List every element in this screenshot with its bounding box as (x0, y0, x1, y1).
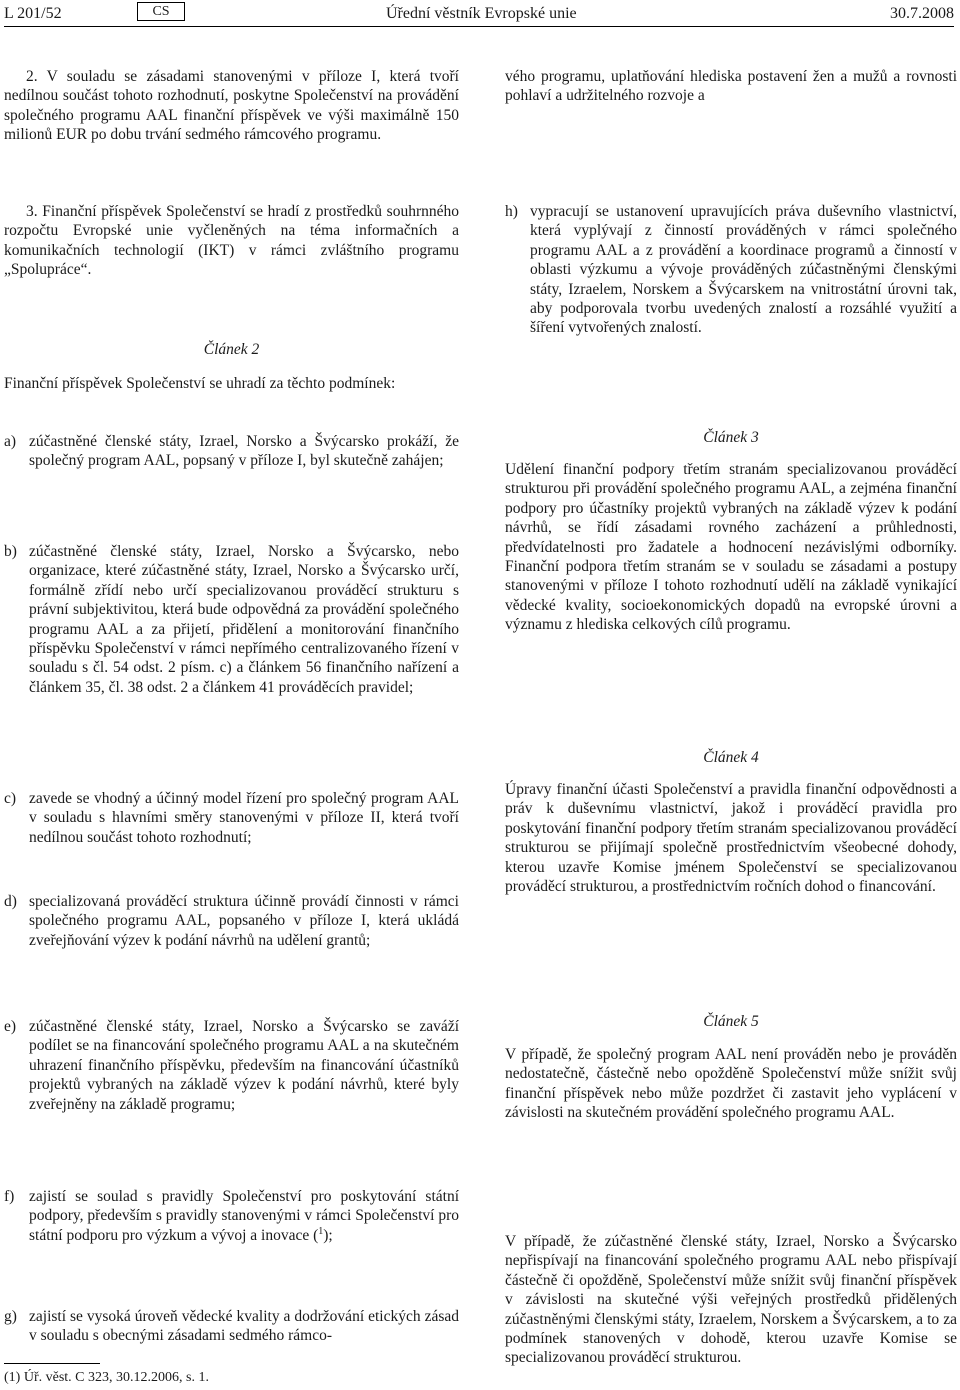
footnote (4, 1369, 209, 1387)
article-5-paragraph-2: V případě, že zúčastněné členské státy, Izrael, Norsko a Švýcarsko nepřispívají na financování společného programu AAL nebo přispívají částečně či opožděně, Společenství může snížit svůj finanční příspěvek v závislosti na skutečné výši veřejných prostředků přidělených zúčastněnými členskými státy, Izraelem, Norskem a Švýcarskem, a to za podmínek stanovených v dohodě, kterou uzavře Komise se specializovanou prováděcí strukturou. (505, 1233, 957, 1367)
article-5-paragraph-1: V případě, že společný program AAL není prováděn nebo je prováděn nedostatečně, částečně nebo opožděně Společenství může snížit svůj finanční příspěvek nebo může pozdržet či zastavit jeho vyplácení v závislosti na skutečném provádění společného programu AAL. (505, 1046, 957, 1122)
list-label: d) (4, 893, 17, 910)
page-header (4, 4, 954, 27)
list-text: zajistí se vysoká úroveň vědecké kvality a dodržování etických zásad v souladu s obecnými zásadami sedmého rámco- (29, 1308, 459, 1345)
article-2-intro: Finanční příspěvek Společenství se uhradí za těchto podmínek: (4, 375, 396, 392)
list-text: zúčastněné členské státy, Izrael, Norsko a Švýcarsko se zaváží podílet se na financování společného programu AAL a na skutečném uhrazení finančního příspěvku, především na financování účastníků projektů vybraných na základě výzev k podání návrhů, které byly zveřejněny na základě programu; (29, 1018, 459, 1113)
footnote-text: Úř. věst. C 323, 30.12.2006, s. 1. (23, 1370, 209, 1385)
list-text: specializovaná prováděcí struktura účinně provádí činnosti v rámci společného programu AAL, popsaného v příloze I, která ukládá zveřejňování výzev k podání návrhů na udělení grantů; (29, 893, 459, 949)
list-item-c (4, 789, 459, 847)
footnote-separator (4, 1363, 100, 1364)
list-label: e) (4, 1018, 17, 1035)
list-label: h) (505, 203, 518, 220)
article-3-title: Článek 3 (703, 429, 759, 446)
page-number: L 201/52 (4, 5, 62, 22)
footnote-reference[interactable]: 1 (318, 1225, 324, 1237)
article-2-title: Článek 2 (203, 341, 260, 358)
list-label: f) (4, 1188, 15, 1205)
list-item-e (4, 1017, 459, 1114)
list-text: vypracují se ustanovení upravujících práva duševního vlastnictví, která vyplývají z činností prováděných v rámci společného programu AAL a z provádění a koordinace programů a činností v oblasti výzkumu a vývoje prováděných zúčastněnými členskými státy, Izraelem, Norskem a Švýcarskem na vnitrostátní úrovni tak, aby podporovala tvorbu uvedených znalostí a rozsáhlé využití a šíření vytvořených znalostí. (530, 203, 957, 337)
list-text: zúčastněné členské státy, Izrael, Norsko a Švýcarsko, nebo organizace, které zúčastněné státy, Izrael, Norsko a Švýcarsko určí, formálně zřídí nebo určí specializovanou prováděcí strukturu s právní subjektivitou, která bude odpovědná za provádění společného programu AAL a za přijetí, přidělení a monitorování finančního příspěvku Společenství v rámci nepřímého centralizovaného řízení v souladu s čl. 54 odst. 2 písm. c) a článkem 56 finančního nařízení a článkem 35, čl. 38 odst. 2 a článkem 41 prováděcích pravidel; (29, 543, 459, 696)
article-4-text: Úpravy finanční účasti Společenství a pravidla finanční odpovědnosti a práv k duševnímu vlastnictví, jakož i prováděcí pravidla pro poskytování finanční podpory třetím stranám specializovanou prováděcí strukturou se přijímají společně prostřednictvím všeobecné dohody, kterou uzavře Komise jménem Společenství se specializovanou prováděcí strukturou, a prostřednictvím ročních dohod o financování. (505, 781, 957, 896)
list-text: zajistí se soulad s pravidly Společenství pro poskytování státní podpory, především s pravidly stanovenými v rámci Společenství pro státní podporu pro výzkum a vývoj a inovace ( (29, 1188, 459, 1244)
list-label: c) (4, 790, 17, 807)
paragraph-2: 2. V souladu se zásadami stanovenými v příloze I, která tvoří nedílnou součást tohoto rozhodnutí, poskytne Společenství na provádění společného programu AAL finanční příspěvek ve výši maximálně 150 milionů EUR po dobu trvání sedmého rámcového programu. (4, 68, 459, 144)
article-3-text: Udělení finanční podpory třetím stranám specializovanou prováděcí strukturou při provádění společného programu AAL, a zejména finanční podpory pro účastníky projektů vybraných na základě výzev k podání návrhů, se řídí zásadami rovného zacházení a průhlednosti, předvídatelnosti pro žadatele a hodnocení nezávislými odborníky. Finanční podpora třetím stranám se v souladu se zásadami a postupy stanovenými v příloze I tohoto rozhodnutí udělí na základě vynikající vědecké kvality, socioekonomických dopadů na evropské úrovni a významu z hlediska celkových cílů programu. (505, 461, 957, 634)
list-text: zavede se vhodný a účinný model řízení pro společný program AAL v souladu s hlavními směry stanovenými v příloze II, která tvoří nedílnou součást tohoto rozhodnutí; (29, 790, 459, 846)
issue-date: 30.7.2008 (890, 5, 954, 22)
list-item-f (4, 1187, 459, 1245)
list-item-h (505, 202, 957, 338)
paragraph-3: 3. Finanční příspěvek Společenství se hradí z prostředků souhrnného rozpočtu Evropské unie vyčleněných na téma informačních a komunikačních technologií (IKT) v rámci zvláštního programu „Spolupráce“. (4, 203, 459, 279)
list-text-tail: ); (323, 1226, 333, 1244)
article-5-title: Článek 5 (703, 1013, 759, 1030)
footnote-marker: (1) (4, 1370, 21, 1385)
list-label: b) (4, 543, 17, 560)
language-code-box: CS (137, 2, 185, 21)
list-item-a (4, 432, 459, 471)
list-text: zúčastněné členské státy, Izrael, Norsko a Švýcarsko prokáží, že společný program AAL, popsaný v příloze I, byl skutečně zahájen; (29, 433, 459, 470)
journal-title: Úřední věstník Evropské unie (386, 5, 577, 22)
list-label: a) (4, 433, 17, 450)
list-item-d (4, 892, 459, 950)
list-item-g (4, 1307, 459, 1346)
article-4-title: Článek 4 (703, 749, 759, 766)
list-label: g) (4, 1308, 17, 1325)
list-item-b (4, 542, 459, 697)
continuation-text: vého programu, uplatňování hlediska postavení žen a mužů a rovnosti pohlaví a udržitelného rozvoje a (505, 68, 957, 105)
